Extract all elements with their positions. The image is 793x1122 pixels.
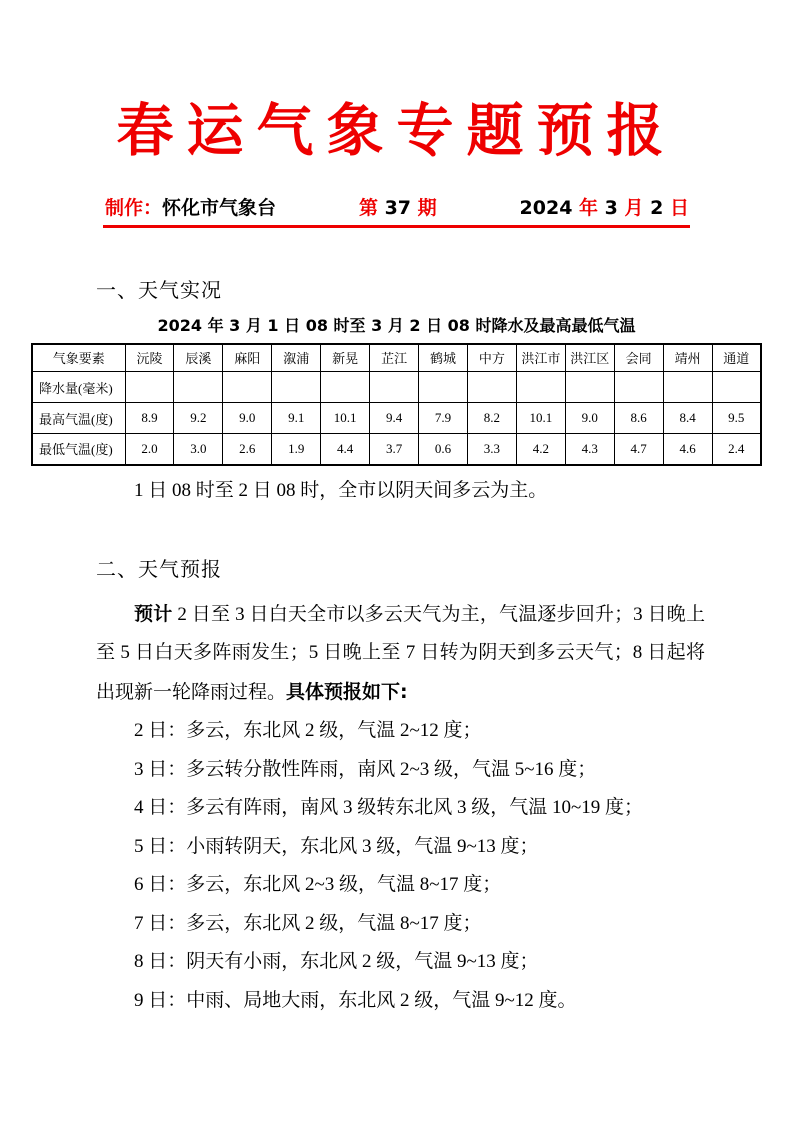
forecast-item-day5: 5 日：小雨转阴天，东北风 3 级，气温 9~13 度； bbox=[134, 835, 539, 857]
actual-weather-summary: 1 日 08 时至 2 日 08 时，全市以阴天间多云为主。 bbox=[134, 479, 548, 501]
table-header-cell: 溆浦 bbox=[272, 344, 321, 372]
weather-table bbox=[31, 343, 762, 466]
forecast-intro-lead: 预计 bbox=[134, 602, 173, 625]
forecast-item-day6: 6 日：多云，东北风 2~3 级，气温 8~17 度； bbox=[134, 874, 502, 896]
forecast-intro bbox=[96, 595, 705, 713]
forecast-item-day3: 3 日：多云转分散性阵雨，南风 2~3 级，气温 5~16 度； bbox=[134, 758, 597, 780]
row-label: 降水量(毫米) bbox=[32, 372, 125, 403]
date-year-unit: 年 bbox=[579, 196, 599, 219]
table-cell: 9.1 bbox=[272, 403, 321, 434]
table-cell: 4.3 bbox=[565, 434, 614, 465]
table-cell: 9.4 bbox=[370, 403, 419, 434]
table-cell bbox=[712, 372, 761, 403]
table-cell: 3.3 bbox=[467, 434, 516, 465]
table-cell bbox=[565, 372, 614, 403]
table-header-cell: 辰溪 bbox=[174, 344, 223, 372]
forecast-item-day2: 2 日：多云，东北风 2 级，气温 2~12 度； bbox=[134, 720, 482, 742]
table-header-cell: 麻阳 bbox=[223, 344, 272, 372]
table-row-precipitation bbox=[32, 372, 761, 403]
table-header-cell: 沅陵 bbox=[125, 344, 174, 372]
meta-row bbox=[105, 193, 689, 220]
table-cell: 8.4 bbox=[663, 403, 712, 434]
forecast-intro-tail: 具体预报如下: bbox=[286, 680, 408, 703]
issue-post: 期 bbox=[417, 196, 437, 219]
table-cell bbox=[223, 372, 272, 403]
table-cell: 10.1 bbox=[516, 403, 565, 434]
table-cell: 8.2 bbox=[467, 403, 516, 434]
date-year: 2024 bbox=[519, 196, 580, 219]
table-cell: 7.9 bbox=[419, 403, 468, 434]
issue-no: 37 bbox=[377, 196, 418, 219]
forecast-intro-body: 2 日至 3 日白天全市以多云天气为主，气温逐步回升；3 日晚上至 5 日白天多阵雨发生；5 日晚上至 7 日转为阴天到多云天气；8 日起将出现新一轮降雨过程。 bbox=[96, 603, 705, 703]
table-cell: 0.6 bbox=[419, 434, 468, 465]
table-cell bbox=[321, 372, 370, 403]
table-cell: 4.4 bbox=[321, 434, 370, 465]
table-cell bbox=[419, 372, 468, 403]
producer bbox=[105, 193, 276, 220]
table-cell: 9.0 bbox=[565, 403, 614, 434]
table-cell: 4.7 bbox=[614, 434, 663, 465]
forecast-item-day4: 4 日：多云有阵雨，南风 3 级转东北风 3 级，气温 10~19 度； bbox=[134, 797, 644, 819]
table-cell: 9.0 bbox=[223, 403, 272, 434]
table-title: 2024 年 3 月 1 日 08 时至 3 月 2 日 08 时降水及最高最低气温 bbox=[157, 315, 636, 335]
table-cell bbox=[370, 372, 419, 403]
forecast-item-day7: 7 日：多云，东北风 2 级，气温 8~17 度； bbox=[134, 912, 482, 934]
table-header-cell: 新晃 bbox=[321, 344, 370, 372]
table-header-cell: 会同 bbox=[614, 344, 663, 372]
table-cell bbox=[467, 372, 516, 403]
date-month-unit: 月 bbox=[624, 196, 644, 219]
table-header-cell: 通道 bbox=[712, 344, 761, 372]
table-header-row bbox=[32, 344, 761, 372]
table-header-cell: 鹤城 bbox=[419, 344, 468, 372]
date-day: 2 bbox=[643, 196, 670, 219]
table-row-min-temp bbox=[32, 434, 761, 465]
row-label: 最高气温(度) bbox=[32, 403, 125, 434]
table-cell: 3.7 bbox=[370, 434, 419, 465]
issue-pre: 第 bbox=[358, 196, 378, 219]
table-cell: 1.9 bbox=[272, 434, 321, 465]
table-cell: 4.6 bbox=[663, 434, 712, 465]
table-row-max-temp bbox=[32, 403, 761, 434]
table-cell bbox=[614, 372, 663, 403]
table-cell: 3.0 bbox=[174, 434, 223, 465]
table-header-cell: 洪江区 bbox=[565, 344, 614, 372]
table-cell: 2.6 bbox=[223, 434, 272, 465]
section-heading-actual: 一、天气实况 bbox=[96, 279, 222, 302]
table-cell: 10.1 bbox=[321, 403, 370, 434]
document-title: 春运气象专题预报 bbox=[116, 97, 677, 164]
table-cell: 9.2 bbox=[174, 403, 223, 434]
producer-label: 制作： bbox=[105, 196, 163, 219]
table-cell bbox=[174, 372, 223, 403]
table-header-cell: 中方 bbox=[467, 344, 516, 372]
producer-name: 怀化市气象台 bbox=[162, 196, 277, 219]
table-cell: 9.5 bbox=[712, 403, 761, 434]
table-cell bbox=[663, 372, 712, 403]
table-cell bbox=[516, 372, 565, 403]
issue-number bbox=[359, 193, 437, 220]
table-cell: 8.9 bbox=[125, 403, 174, 434]
date-day-unit: 日 bbox=[669, 196, 689, 219]
forecast-list bbox=[96, 712, 713, 1020]
table-cell: 2.4 bbox=[712, 434, 761, 465]
table-header-cell: 洪江市 bbox=[516, 344, 565, 372]
table-cell bbox=[272, 372, 321, 403]
table-cell: 2.0 bbox=[125, 434, 174, 465]
forecast-item-day8: 8 日：阴天有小雨，东北风 2 级，气温 9~13 度； bbox=[134, 951, 539, 973]
table-header-cell: 芷江 bbox=[370, 344, 419, 372]
forecast-item-day9: 9 日：中雨、局地大雨，东北风 2 级，气温 9~12 度。 bbox=[134, 989, 577, 1011]
date-month: 3 bbox=[598, 196, 625, 219]
table-header-cell: 气象要素 bbox=[32, 344, 125, 372]
issue-date bbox=[520, 193, 689, 220]
row-label: 最低气温(度) bbox=[32, 434, 125, 465]
section-heading-forecast: 二、天气预报 bbox=[96, 558, 222, 581]
header-divider bbox=[103, 225, 690, 228]
table-cell: 4.2 bbox=[516, 434, 565, 465]
table-cell: 8.6 bbox=[614, 403, 663, 434]
table-cell bbox=[125, 372, 174, 403]
table-header-cell: 靖州 bbox=[663, 344, 712, 372]
